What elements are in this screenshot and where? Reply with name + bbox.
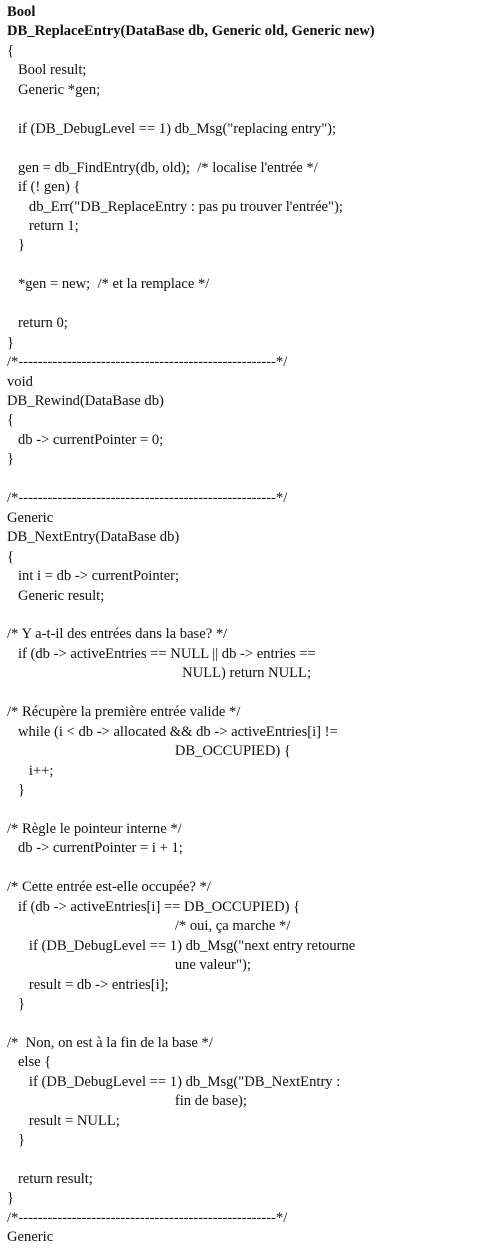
code-line: } [7, 451, 15, 468]
code-line: /* Cette entrée est-elle occupée? */ [7, 879, 211, 896]
code-line: } [7, 1132, 25, 1149]
code-line: } [7, 782, 25, 798]
code-line: if (DB_DebugLevel == 1) db_Msg("DB_NextEntry : [7, 1073, 341, 1090]
code-line: i++; [7, 762, 54, 779]
code-line: { [7, 548, 15, 565]
code-line: result = NULL; [7, 1112, 120, 1129]
code-line: Generic *gen; [7, 81, 101, 98]
code-line: if (DB_DebugLevel == 1) db_Msg("replacing entry"); [7, 120, 337, 137]
code-line: if (db -> activeEntries[i] == DB_OCCUPIED) { [7, 898, 301, 915]
code-line: db -> currentPointer = 0; [7, 431, 164, 448]
code-line: /*-----------------------------------------------------*/ [7, 490, 288, 507]
code-line: if (! gen) { [7, 179, 81, 196]
code-line: else { [7, 1054, 52, 1071]
code-line: db -> currentPointer = i + 1; [7, 840, 183, 857]
code-line: DB_ReplaceEntry(DataBase db, Generic old, Generic new) [7, 23, 375, 40]
code-line: result = db -> entries[i]; [7, 976, 169, 993]
code-line: void [7, 373, 33, 390]
code-line: if (DB_DebugLevel == 1) db_Msg("next entry retourne [7, 937, 356, 954]
code-line: DB_OCCUPIED) { [7, 743, 291, 760]
code-line: une valeur"); [7, 957, 251, 974]
code-line: return 0; [7, 315, 68, 332]
code-line: return 1; [7, 217, 79, 234]
code-line: Bool [7, 4, 36, 20]
code-line: /* oui, ça marche */ [7, 918, 291, 935]
code-line: /* Récupère la première entrée valide */ [7, 704, 241, 721]
code-line: Generic [7, 1229, 54, 1246]
code-line: fin de base); [7, 1093, 247, 1110]
code-line: /*-----------------------------------------------------*/ [7, 354, 288, 371]
code-line: DB_NextEntry(DataBase db) [7, 529, 180, 546]
code-line: if (db -> activeEntries == NULL || db -> entries == [7, 645, 316, 662]
code-line: return result; [7, 1171, 93, 1187]
code-line: } [7, 237, 25, 254]
code-line: /* Règle le pointeur interne */ [7, 820, 182, 837]
code-line: /* Non, on est à la fin de la base */ [7, 1034, 213, 1051]
code-line: *gen = new; /* et la remplace */ [7, 276, 210, 293]
code-line: { [7, 412, 15, 429]
code-line: DB_Rewind(DataBase db) [7, 393, 164, 409]
code-line: db_Err("DB_ReplaceEntry : pas pu trouver l'entrée"); [7, 198, 343, 215]
code-line: NULL) return NULL; [7, 665, 311, 682]
code-line: gen = db_FindEntry(db, old); /* localise l'entrée */ [7, 159, 318, 176]
code-line: } [7, 334, 15, 351]
code-line: Generic result; [7, 587, 105, 604]
code-line: } [7, 995, 25, 1012]
code-line: while (i < db -> allocated && db -> activeEntries[i] != [7, 723, 338, 740]
code-line: } [7, 1190, 15, 1207]
code-line: { [7, 42, 15, 59]
code-line: /*-----------------------------------------------------*/ [7, 1209, 288, 1226]
code-line: /* Y a-t-il des entrées dans la base? */ [7, 626, 228, 643]
code-line: Bool result; [7, 62, 87, 79]
code-line: Generic [7, 509, 54, 526]
code-line: int i = db -> currentPointer; [7, 568, 180, 585]
